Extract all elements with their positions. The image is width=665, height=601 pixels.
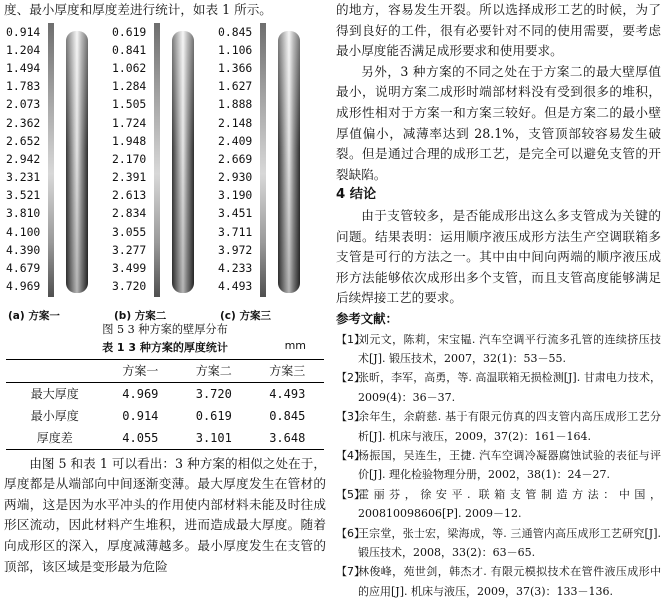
reference-text: 林俊峰，苑世剑，韩杰才. 有限元模拟技术在管件液压成形中的应用[J]. 机床与液压，2009，37(3)：133－136.	[358, 565, 661, 597]
colorbar-a	[48, 23, 54, 297]
scale-value: 0.841	[112, 41, 146, 59]
thickness-scale-c	[218, 23, 252, 296]
reference-number: 【5】	[336, 485, 365, 504]
scale-value: 2.391	[112, 168, 146, 186]
scale-value: 2.073	[6, 95, 40, 113]
section-heading-conclusion: 4 结论	[336, 185, 661, 206]
reference-number: 【4】	[336, 446, 365, 465]
colorbar-c	[260, 23, 266, 297]
scale-value: 0.914	[6, 23, 40, 41]
reference-list	[336, 330, 661, 601]
scale-value: 2.409	[218, 132, 252, 150]
scale-value: 1.284	[112, 77, 146, 95]
right-column	[336, 0, 661, 601]
reference-text: 刘元文，陈莉，宋宝韫. 汽车空调平行流多孔管的连续挤压技术[J]. 锻压技术，2007，32(1)：53－55.	[358, 333, 661, 365]
scale-value: 2.669	[218, 150, 252, 168]
scale-value: 3.499	[112, 259, 146, 277]
table-caption	[4, 339, 326, 357]
scale-value: 4.390	[6, 241, 40, 259]
scale-value: 4.679	[6, 259, 40, 277]
table-header	[6, 359, 104, 382]
scale-value: 3.521	[6, 186, 40, 204]
table-cell: 0.619	[177, 405, 250, 427]
scale-value: 1.062	[112, 59, 146, 77]
scale-value: 4.969	[6, 277, 40, 295]
figure-panel-b	[110, 23, 210, 308]
scale-value: 2.148	[218, 114, 252, 132]
table-row	[6, 382, 324, 405]
table-header-row	[6, 359, 324, 382]
panel-label-a: (a) 方案一	[8, 308, 60, 323]
reference-item	[336, 524, 661, 563]
scale-value: 2.652	[6, 132, 40, 150]
table-header: 方案二	[177, 359, 250, 382]
thickness-scale-b	[112, 23, 146, 296]
reference-text: 霍丽芬，徐安平. 联箱支管制造方法：中国，200810098606[P]. 2009－12.	[358, 488, 661, 520]
reference-text: 杨振国，吴连生，王捷. 汽车空调冷凝器腐蚀试验的表征与评价[J]. 理化检验物理分册，2002，38(1)：24－27.	[358, 449, 661, 481]
panel-label-b: (b) 方案二	[114, 308, 166, 323]
scale-value: 3.711	[218, 223, 252, 241]
table-row	[6, 405, 324, 427]
scale-value: 3.972	[218, 241, 252, 259]
scale-value: 0.619	[112, 23, 146, 41]
table-unit: mm	[285, 339, 306, 352]
reference-item	[336, 330, 661, 369]
reference-item	[336, 446, 661, 485]
reference-item	[336, 562, 661, 601]
scale-value: 1.505	[112, 95, 146, 113]
figure-caption: 图 5 3 种方案的壁厚分布	[4, 321, 326, 339]
scale-value: 3.055	[112, 223, 146, 241]
scale-value: 2.930	[218, 168, 252, 186]
reference-number: 【1】	[336, 330, 365, 349]
scale-value: 3.277	[112, 241, 146, 259]
scale-value: 1.888	[218, 95, 252, 113]
reference-text: 余年生，余蔚慈. 基于有限元仿真的四支管内高压成形工艺分析[J]. 机床与液压，2009，37(2)：161－164.	[358, 410, 661, 442]
table-cell: 0.914	[104, 405, 177, 427]
scale-value: 1.627	[218, 77, 252, 95]
colorbar-b	[154, 23, 160, 297]
reference-number: 【2】	[336, 368, 365, 387]
scale-value: 1.948	[112, 132, 146, 150]
table-cell: 4.493	[251, 382, 324, 405]
scale-value: 1.783	[6, 77, 40, 95]
table-cell: 3.720	[177, 382, 250, 405]
table-title: 表 1 3 种方案的厚度统计	[4, 339, 326, 355]
continuation-paragraph: 的地方，容易发生开裂。所以选择成形工艺的时候，为了得到良好的工件，很有必要针对不同的使用需要，要考虑最小厚度能否满足成形要求和使用要求。	[336, 0, 661, 62]
tube-model-a	[66, 31, 88, 293]
analysis-paragraph: 由图 5 和表 1 可以看出：3 种方案的相似之处在于，厚度都是从端部向中间逐渐变薄。最大厚度发生在管材的两端，这是因为水平冲头的作用使内部材料未能及时往成形区流动，因此材料产生堆积，进而造成最大厚度。随着向成形区的深入，厚度减薄越多。最小厚度发生在支管的顶部，该区域是变形最为危险	[4, 454, 326, 578]
thickness-table	[6, 359, 324, 450]
intro-line: 度、最小厚度和厚度差进行统计，如表 1 所示。	[4, 0, 326, 21]
scale-value: 2.834	[112, 204, 146, 222]
reference-number: 【7】	[336, 562, 365, 581]
scale-value: 4.493	[218, 277, 252, 295]
table-cell: 4.969	[104, 382, 177, 405]
references-heading: 参考文献：	[336, 309, 661, 330]
table-header: 方案三	[251, 359, 324, 382]
reference-number: 【6】	[336, 524, 365, 543]
scale-value: 3.190	[218, 186, 252, 204]
table-header: 方案一	[104, 359, 177, 382]
tube-model-b	[172, 31, 194, 293]
scale-value: 1.106	[218, 41, 252, 59]
figure-panel-c	[216, 23, 316, 308]
reference-item	[336, 407, 661, 446]
thickness-scale-a	[6, 23, 40, 296]
scale-value: 2.362	[6, 114, 40, 132]
scale-value: 3.720	[112, 277, 146, 295]
table-cell: 0.845	[251, 405, 324, 427]
table-cell: 3.648	[251, 427, 324, 450]
conclusion-paragraph: 由于支管较多，是否能成形出这么多支管成为关键的问题。结果表明：运用顺序液压成形方法生产空调联箱多支管是可行的方法之一。其中由中间向两端的顺序液压成形方法能够依次成形出多个支管，而且支管高度能够满足后续焊接工艺的要求。	[336, 206, 661, 309]
table-cell: 4.055	[104, 427, 177, 450]
reference-text: 王宗堂，张士宏，梁海成，等. 三通管内高压成形工艺研究[J]. 锻压技术，2008，33(2)：63－65.	[358, 527, 661, 559]
figure-panel-a	[4, 23, 104, 308]
scale-value: 4.100	[6, 223, 40, 241]
tube-model-c	[278, 31, 300, 293]
row-label: 厚度差	[6, 427, 104, 450]
table-row	[6, 427, 324, 450]
comparison-paragraph: 另外，3 种方案的不同之处在于方案二的最大壁厚值最小，说明方案二成形时端部材料没有受到很多的堆积，成形性相对于方案一和方案三较好。但是方案二的最小壁厚值偏小，减薄率达到 28.1%，支管顶部较容易发生破裂。但是通过合理的成形工艺，是完全可以避免支管的开裂缺陷。	[336, 62, 661, 186]
reference-number: 【3】	[336, 407, 365, 426]
scale-value: 3.810	[6, 204, 40, 222]
reference-item	[336, 485, 661, 524]
scale-value: 1.366	[218, 59, 252, 77]
scale-value: 2.613	[112, 186, 146, 204]
panel-label-c: (c) 方案三	[220, 308, 271, 323]
wall-thickness-figure	[4, 23, 326, 321]
scale-value: 3.451	[218, 204, 252, 222]
scale-value: 3.231	[6, 168, 40, 186]
scale-value: 2.942	[6, 150, 40, 168]
reference-text: 张昕，李军，高勇，等. 高温联箱无损检测[J]. 甘肃电力技术，2009(4)：36－37.	[358, 371, 661, 403]
reference-item	[336, 368, 661, 407]
scale-value: 1.494	[6, 59, 40, 77]
table-cell: 3.101	[177, 427, 250, 450]
scale-value: 2.170	[112, 150, 146, 168]
left-column	[4, 0, 326, 577]
row-label: 最大厚度	[6, 382, 104, 405]
scale-value: 4.233	[218, 259, 252, 277]
scale-value: 1.204	[6, 41, 40, 59]
scale-value: 1.724	[112, 114, 146, 132]
scale-value: 0.845	[218, 23, 252, 41]
row-label: 最小厚度	[6, 405, 104, 427]
